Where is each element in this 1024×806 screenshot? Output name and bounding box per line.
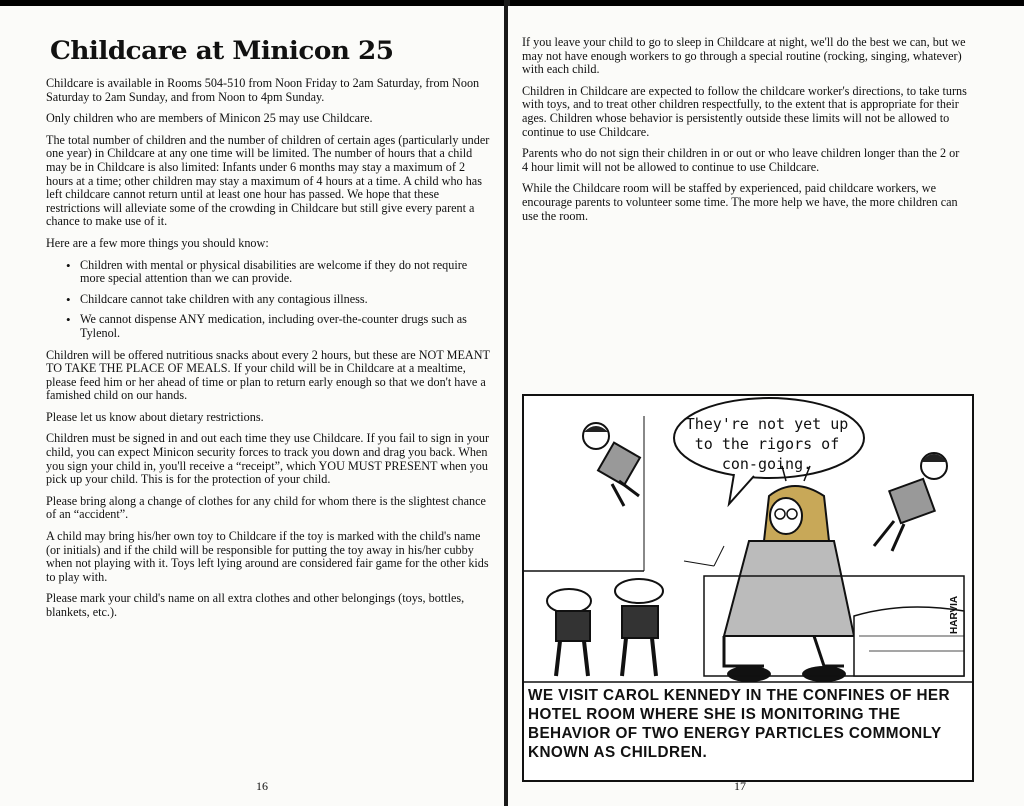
page-number-right: 17 [734, 779, 746, 793]
paragraph-belongings: Please mark your child's name on all extra clothes and other belongings (toys, bottles, blankets, etc.). [46, 591, 465, 619]
paragraph-behavior: Children in Childcare are expected to follow the childcare worker's directions, to take turns with toys, and to treat other children respectfully, to the extent that is appropriate for their ages. Children whose behavior is persistently outside these limits will not be allowed to continue to use Childcare. [522, 83, 967, 139]
paragraph-intro-list: Here are a few more things you should know: [46, 235, 269, 250]
rules-list [46, 259, 494, 341]
right-page [508, 6, 1024, 806]
cartoon-panel [522, 394, 974, 782]
paragraph-sign-in: Children must be signed in and out each time they use Childcare. If you fail to sign in your child, you can expect Minicon security forces to track you down and drag you back. When you sign your child in, you'll receive a “receipt”, which YOU MUST PRESENT when you pick up your child. This is for the protection of your child. [46, 431, 490, 487]
left-page-content [46, 36, 494, 628]
paragraph-membership: Only children who are members of Minicon 25 may use Childcare. [46, 111, 373, 126]
list-item: • Childcare cannot take children with any contagious illness. [72, 293, 494, 307]
paragraph-dietary: Please let us know about dietary restrictions. [46, 409, 264, 424]
paragraph-availability: Childcare is available in Rooms 504-510 from Noon Friday to 2am Saturday, from Noon Saturday to 2am Sunday, and from Noon to 4pm Sunday. [46, 76, 480, 104]
right-page-content [522, 36, 968, 231]
paragraph-time-limit: Parents who do not sign their children in or out or who leave children longer than the 2 or 4 hour limit will not be allowed to continue to use Childcare. [522, 146, 960, 174]
paragraph-snacks: Children will be offered nutritious snacks about every 2 hours, but these are NOT MEANT TO TAKE THE PLACE OF MEALS. If your child will be in Childcare at a mealtime, please feed him or her ahead of time or plan to return early enough so that we don't have a famished child on our hands. [46, 347, 490, 403]
paragraph-toys: A child may bring his/her own toy to Childcare if the toy is marked with the child's name (or initials) and if the child will be responsible for putting the toy away in his/her cubby when not playing with it. Toys left lying around are considered fair game for the other kids to play with. [46, 529, 489, 584]
page-number-left: 16 [256, 779, 268, 793]
page-title: Childcare at Minicon 25 [50, 36, 394, 65]
artist-signature: HARVIA [949, 595, 960, 634]
paragraph-limits: The total number of children and the number of children of certain ages (particularly under one year) in Childcare at any one time will be limited. The number of hours that a child may be in Childcare is also limited: Infants under 6 months may stay a maximum of 2 hours at a time; other children may stay a maximum of 4 hours at a time. A child who has left childcare cannot return until at least one hour has passed. We hope that these restrictions will alleviate some of the crowding in Childcare but still give every parent a chance to make use of it. [46, 132, 490, 229]
speech-bubble: They're not yet up to the rigors of con-going. [685, 415, 849, 473]
paragraph-volunteers: While the Childcare room will be staffed by experienced, paid childcare workers, we encourage parents to volunteer some time. The more help we have, the more children can use the room. [522, 181, 958, 223]
list-item: • Children with mental or physical disabilities are welcome if they do not require more special attention than we can provide. [72, 259, 494, 286]
left-page [0, 6, 506, 806]
paragraph-clothes: Please bring along a change of clothes for any child for whom there is the slightest chance of an “accident”. [46, 493, 486, 522]
list-item: • We cannot dispense ANY medication, including over-the-counter drugs such as Tylenol. [72, 313, 494, 340]
cartoon-caption: WE VISIT CAROL KENNEDY IN THE CONFINES OF HER HOTEL ROOM WHERE SHE IS MONITORING THE BEHAVIOR OF TWO ENERGY PARTICLES COMMONLY KNOWN AS CHILDREN. [528, 687, 950, 761]
paragraph-sleep: If you leave your child to go to sleep in Childcare at night, we'll do the best we can, but we may not have enough workers to go through a special routine (rocking, singing, whatever) with each child. [522, 35, 966, 77]
